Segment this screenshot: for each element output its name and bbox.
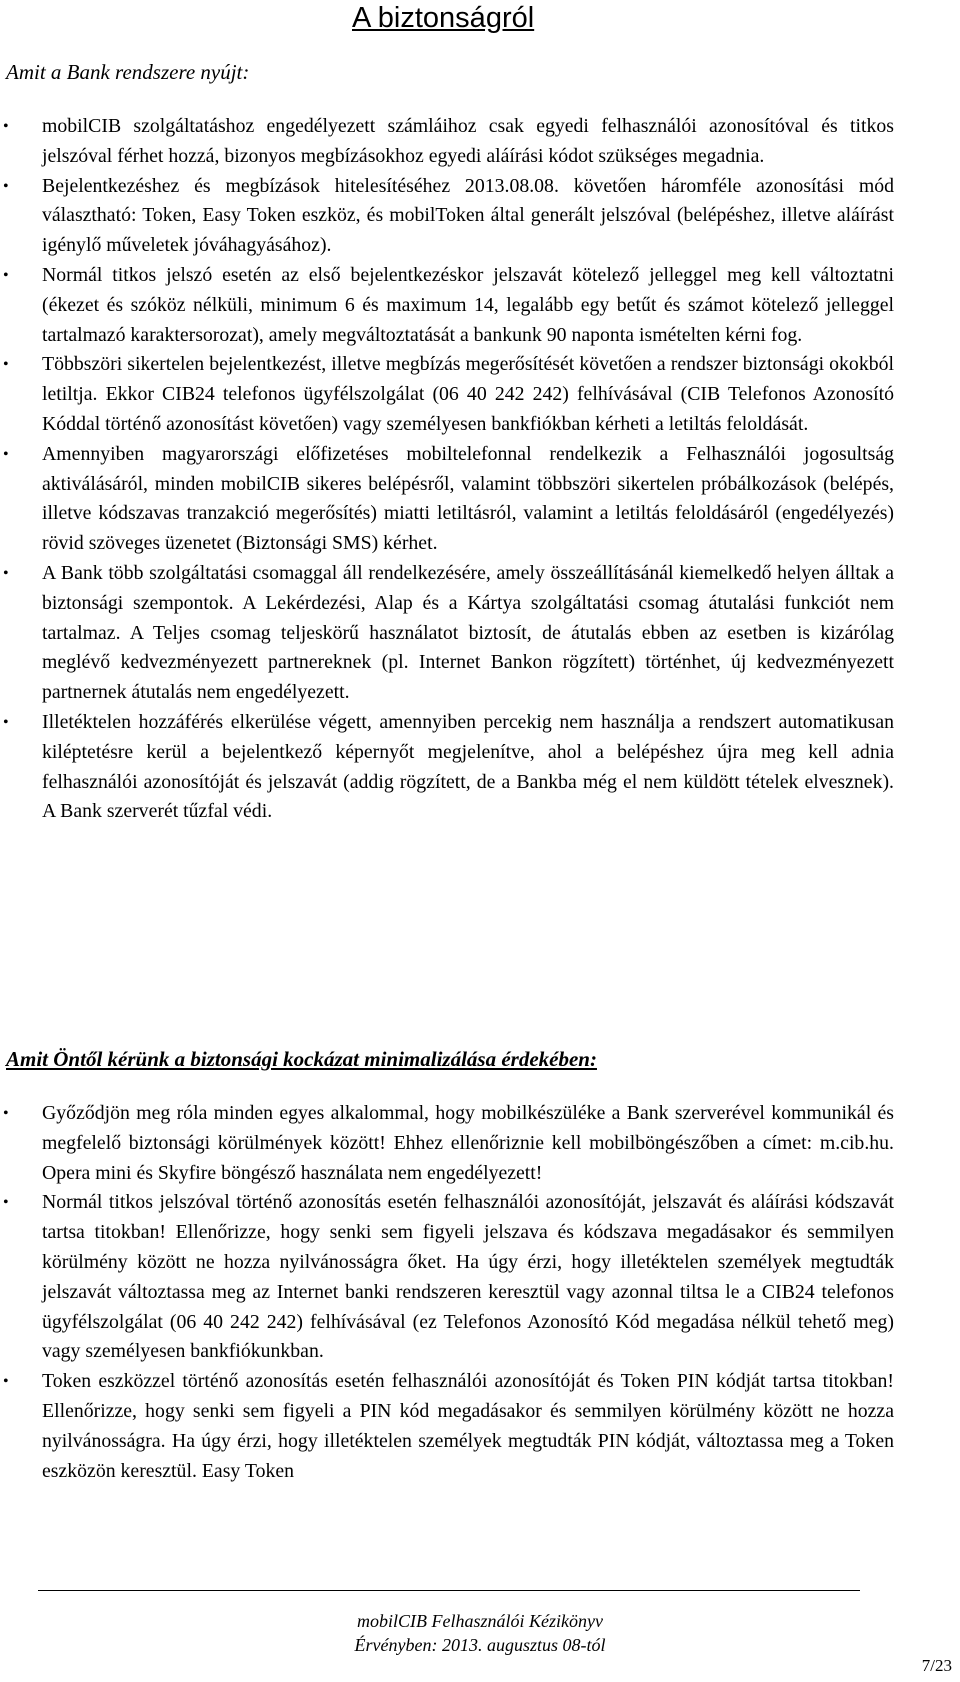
list-item-text: Normál titkos jelszó esetén az első bejelentkezéskor jelszavát kötelező jelleggel meg kell változtatni (ékezet és szóköz nélküli, minimum 6 és maximum 14, legalább egy betűt és számot kötelező jelleggel tartalmazó karaktersorozat), amely megváltoztatását a bankunk 90 naponta ismételten kérni fog. <box>42 263 894 346</box>
list-item <box>0 261 894 350</box>
list-item <box>0 1099 894 1188</box>
bullet-icon: • <box>3 356 9 374</box>
list-item-text: Illetéktelen hozzáférés elkerülése végett, amennyiben percekig nem használja a rendszert automatikusan kiléptetésre kerül a bejelentkező képernyőt megjelenítve, ahol a belépéshez újra meg kell adnia felhasználói azonosítóját és jelszavát (addig rögzített, de a Bankba még el nem küldött tételek elvesznek). A Bank szerverét tűzfal védi. <box>42 710 894 823</box>
customer-guidelines-list <box>0 1099 960 1486</box>
section-heading-bank-provides: Amit a Bank rendszere nyújt: <box>6 60 250 84</box>
list-item-text: Bejelentkezéshez és megbízások hitelesítéséhez 2013.08.08. követően háromféle azonosítási mód választható: Token, Easy Token eszköz, és mobilToken által generált jelszóval (belépéshez, illetve aláírást igénylő műveletek jóváhagyásához). <box>42 174 894 257</box>
list-item <box>0 708 894 827</box>
list-item-text: Normál titkos jelszóval történő azonosítás esetén felhasználói azonosítóját, jelszavát és aláírási kódszavát tartsa titokban! Ellenőrizze, hogy senki sem figyeli jelszava és kódszava megadásakor és semmilyen körülmény között ne hozza nyilvánosságra őket. Ha úgy érzi, hogy illetéktelen személyek megtudták jelszavát változtassa meg az Internet banki rendszeren keresztül vagy azonnal tiltsa le a CIB24 telefonos ügyfélszolgálat (06 40 242 242) felhívásával (ez Telefonos Azonosító Kód megadása nélkül tehető meg) vagy személyesen bankfiókunkban. <box>42 1191 894 1363</box>
list-item-text: Győződjön meg róla minden egyes alkalommal, hogy mobilkészüléke a Bank szerverével kommunikál és megfelelő biztonsági körülmények között! Ehhez ellenőriznie kell mobilböngészőben a címet: m.cib.hu. Opera mini és Skyfire böngésző használata nem engedélyezett! <box>42 1102 894 1184</box>
list-item <box>0 1367 894 1486</box>
bullet-icon: • <box>3 713 9 731</box>
bullet-icon: • <box>3 266 9 284</box>
list-item-text: A Bank több szolgáltatási csomaggal áll rendelkezésére, amely összeállításánál kiemelkedő helyen álltak a biztonsági szempontok. A Lekérdezési, Alap és a Kártya szolgáltatási csomag átutalási funkciót nem tartalmaz. A Teljes csomag teljeskörű használatot biztosít, de átutalás ebben az esetben is kizárólag meglévő kedvezményezett partnereknek (pl. Internet Bankon rögzített) történhet, új kedvezményezett partnernek átutalás nem engedélyezett. <box>42 561 894 704</box>
bullet-icon: • <box>3 118 9 135</box>
section-heading-customer-requests: Amit Öntől kérünk a biztonsági kockázat minimalizálása érdekében: <box>6 1047 597 1071</box>
bank-features-list <box>0 112 960 827</box>
bullet-icon: • <box>3 445 9 463</box>
list-item <box>0 350 894 439</box>
bullet-icon: • <box>3 1373 9 1391</box>
list-item-text: Amennyiben magyarországi előfizetéses mobiltelefonnal rendelkezik a Felhasználói jogosultság aktiválásáról, minden mobilCIB sikeres belépésről, valamint többszöri sikertelen próbálkozások (belépés, illetve kódszavas tranzakció megerősítés) miatti letiltásról, valamint a letiltás feloldásáról (engedélyezés) rövid szöveges üzenetet (Biztonsági SMS) kérhet. <box>42 442 894 555</box>
bullet-icon: • <box>3 177 9 195</box>
list-item <box>0 559 894 708</box>
footer-manual-title: mobilCIB Felhasználói Kézikönyv <box>357 1611 603 1631</box>
list-item <box>0 172 894 261</box>
list-item <box>0 1188 894 1367</box>
list-item-text: Többszöri sikertelen bejelentkezést, illetve megbízás megerősítését követően a rendszer biztonsági okokból letiltja. Ekkor CIB24 telefonos ügyfélszolgálat (06 40 242 242) felhívásával (CIB Telefonos Azonosító Kóddal történő azonosítást követően) vagy személyesen bankfiókban kérheti a letiltás feloldását. <box>42 353 894 435</box>
page-title: A biztonságról <box>352 2 535 34</box>
footer-divider <box>38 1590 860 1591</box>
list-item-text: mobilCIB szolgáltatáshoz engedélyezett számláihoz csak egyedi felhasználói azonosítóval és titkos jelszóval férhet hozzá, bizonyos megbízásokhoz egyedi aláírási kódot szükséges megadnia. <box>42 115 894 167</box>
bullet-icon: • <box>3 1105 9 1122</box>
footer-validity-date: Érvényben: 2013. augusztus 08-tól <box>354 1635 606 1655</box>
bullet-icon: • <box>3 564 9 582</box>
list-item-text: Token eszközzel történő azonosítás esetén felhasználói azonosítóját és Token PIN kódját tartsa titokban! Ellenőrizze, hogy senki sem figyeli a PIN kód megadásakor és semmilyen körülmény között ne hozza nyilvánosságra. Ha úgy érzi, hogy illetéktelen személyek megtudták PIN kódját, változtassa meg a Token eszközön keresztül. Easy Token <box>42 1370 894 1482</box>
list-item <box>0 440 894 559</box>
bullet-icon: • <box>3 1194 9 1212</box>
page-number: 7/23 <box>921 1656 952 1675</box>
list-item <box>0 112 894 172</box>
